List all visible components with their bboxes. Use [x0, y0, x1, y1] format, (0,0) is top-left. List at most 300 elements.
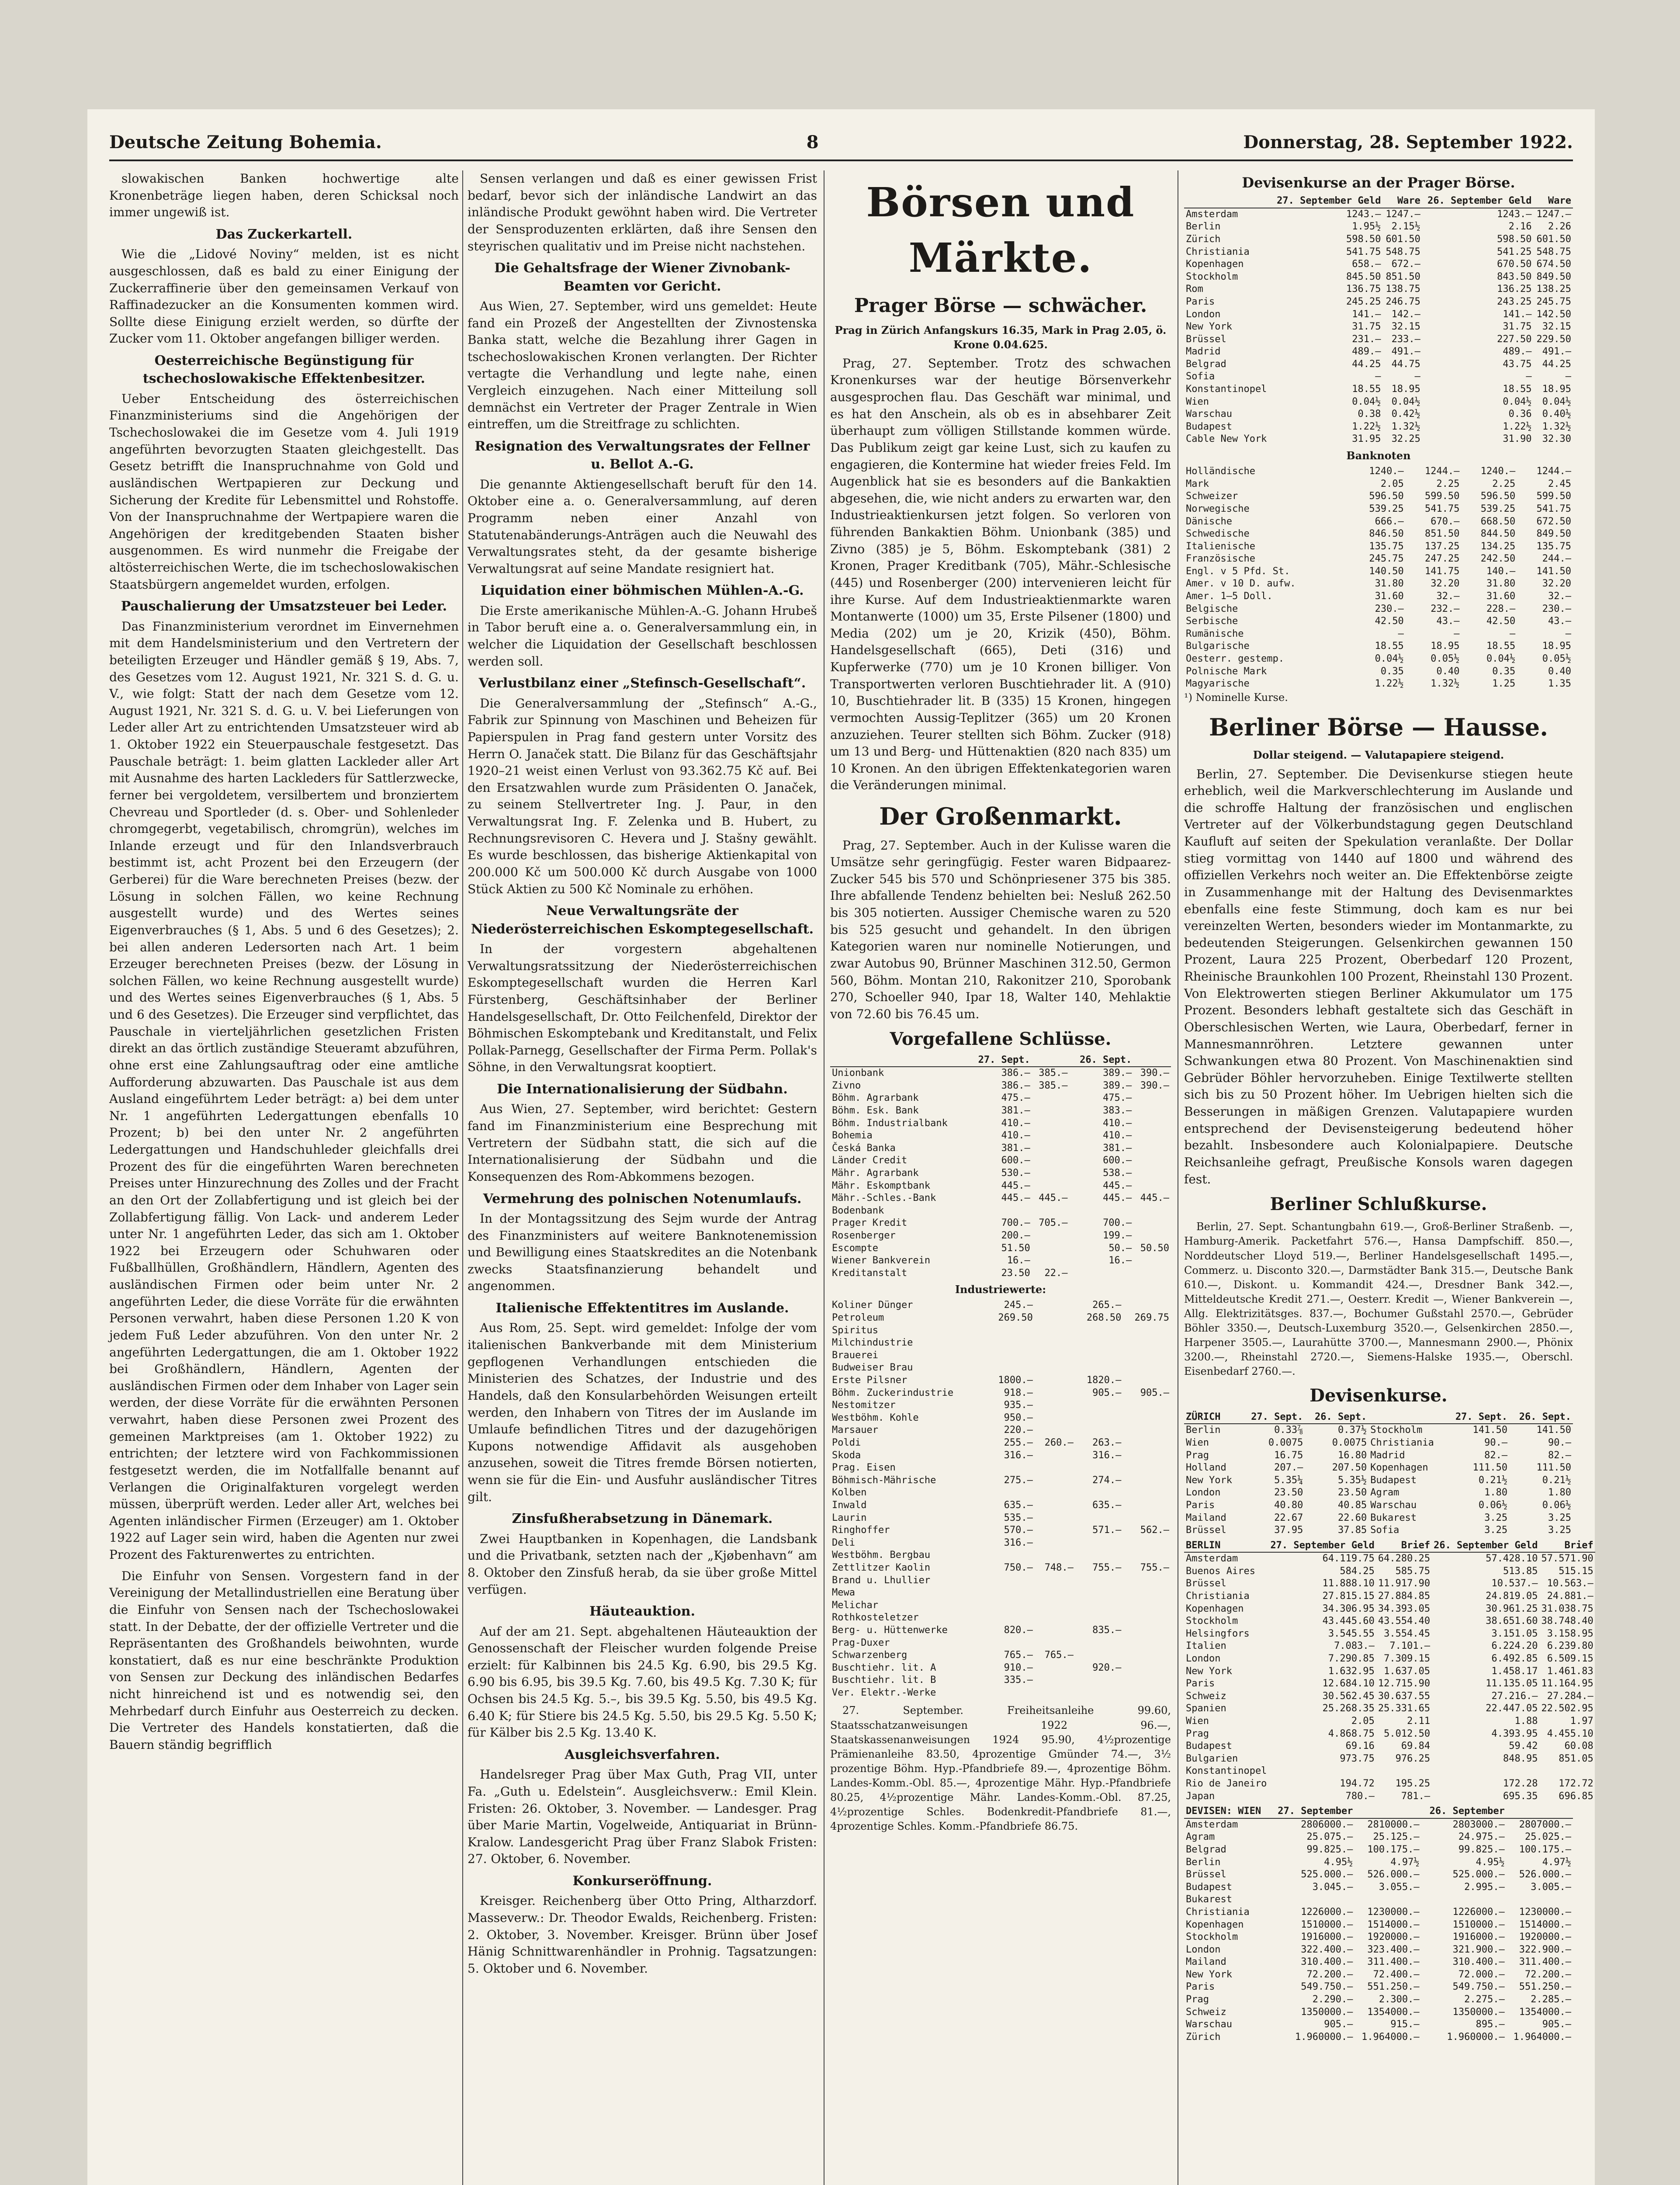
- table-row: [1184, 465, 1573, 478]
- table-cell: 25.331.65: [1378, 1703, 1431, 1714]
- table-cell: 2.290.—: [1312, 1994, 1353, 2005]
- table-row: [1184, 640, 1573, 653]
- table-cell: 64.119.75: [1322, 1553, 1375, 1564]
- table-row: [1184, 358, 1573, 371]
- table-cell: 269.75: [1134, 1312, 1169, 1324]
- row-label: Budweiser Brau: [832, 1362, 913, 1373]
- table-row: [1184, 2031, 1573, 2044]
- table-cell: 228.—: [1486, 603, 1516, 614]
- table-cell: 275.—: [1004, 1474, 1033, 1486]
- column-header: 27. September Geld: [1271, 195, 1383, 208]
- table-cell: 99.825.—: [1306, 1844, 1353, 1855]
- table-cell: [1123, 1462, 1171, 1474]
- table-cell: 57.571.90: [1541, 1553, 1593, 1564]
- table-cell: 18.55: [1352, 384, 1381, 395]
- table-cell: 781.—: [1401, 1790, 1431, 1802]
- column-header: 26. September: [1421, 1805, 1507, 1818]
- table-cell: 598.50: [1346, 233, 1381, 245]
- table-cell: 69.16: [1345, 1741, 1375, 1752]
- table-cell: 1.22½: [1352, 421, 1381, 432]
- table-row: [830, 1325, 1171, 1337]
- table-cell: 3.25: [1484, 1525, 1508, 1536]
- table-cell: [1032, 1142, 1070, 1155]
- row-label: Mark: [1186, 478, 1209, 489]
- table-cell: 1916000.—: [1301, 1932, 1353, 1943]
- column-header: [1133, 1054, 1171, 1067]
- table-cell: 2.15½: [1391, 221, 1420, 232]
- row-label: Mailand: [1186, 1956, 1226, 1968]
- table-cell: —: [1454, 628, 1460, 639]
- row-label: Serbische: [1186, 616, 1238, 627]
- table-cell: 18.95: [1391, 384, 1420, 395]
- table-cell: 141.50: [1536, 1425, 1571, 1436]
- table-cell: [1133, 1092, 1171, 1105]
- table-cell: 950.—: [1004, 1412, 1033, 1423]
- row-label: Prag: [1186, 1450, 1209, 1461]
- table-cell: 2806000.—: [1301, 1819, 1353, 1830]
- table-cell: 27.216.—: [1491, 1690, 1538, 1702]
- article-text: Die Erste amerikanische Mühlen-A.-G. Johann Hrubeš in Tabor beruft eine a. o. Generalversammlung ein, in welcher die Liquidation der Gesellschaft beschlossen werden soll.: [468, 603, 817, 669]
- table-cell: 43.554.40: [1378, 1616, 1431, 1627]
- row-label: Belgrad: [1186, 358, 1226, 370]
- table-row: [1184, 1628, 1595, 1640]
- table-cell: 82.—: [1548, 1450, 1571, 1461]
- table-cell: 780.—: [1345, 1790, 1375, 1802]
- table-cell: 274.—: [1092, 1474, 1122, 1486]
- table-row: [1184, 233, 1573, 246]
- table-row: [1184, 258, 1573, 271]
- table-cell: 136.75: [1346, 284, 1381, 295]
- newspaper-name: Deutsche Zeitung Bohemia.: [109, 132, 382, 153]
- table-cell: 526.000.—: [1519, 1869, 1571, 1880]
- table-cell: 1244.—: [1425, 466, 1460, 477]
- table-row: [1184, 1499, 1573, 1512]
- table-cell: 1.964000.—: [1513, 2031, 1571, 2043]
- article-heading: Berliner Schlußkurse.: [1270, 1194, 1487, 1215]
- table-cell: 526.000.—: [1367, 1869, 1420, 1880]
- section-title: Börsen und Märkte.: [866, 179, 1135, 281]
- article-text: Auf der am 21. Sept. abgehaltenen Häuteauktion der Genossenschaft der Fleischer wurden folgende Preise erzielt: für Kalbinnen bis 24.5 Kg. 6.90, bis 29.5 Kg. 6.90 bis 6.95, bis 39.5 Kg. 7.60, bis 49.5 Kg. 7.30 K; für Ochsen bis 24.5 Kg. 5.–, bis 39.5 Kg. 5.50, bis 49.5 Kg. 6.40 K; für Stiere bis 24.5 Kg. 5.50, bis 29.5 Kg. 5.50 K; für Kälber bis 2.5 Kg. 13.40 K.: [468, 1624, 817, 1740]
- table-cell: [1354, 1894, 1421, 1906]
- table-cell: 27.815.15: [1322, 1591, 1375, 1602]
- table-cell: 30.637.55: [1378, 1690, 1431, 1702]
- table-row: [1184, 1603, 1595, 1616]
- table-cell: 18.55: [1375, 641, 1404, 652]
- table-cell: [1032, 1092, 1070, 1105]
- table-cell: [1035, 1524, 1075, 1537]
- table-cell: 50.—: [1108, 1242, 1132, 1254]
- row-label: Brand u. Lhullier: [832, 1575, 931, 1586]
- table-cell: 32.15: [1391, 321, 1420, 333]
- table-cell: [1123, 1549, 1171, 1562]
- table-cell: 1.32½: [1391, 421, 1420, 432]
- table-cell: 3.158.95: [1547, 1628, 1593, 1639]
- table-cell: 3.055.—: [1379, 1881, 1420, 1893]
- table-row: [1184, 1615, 1595, 1628]
- berlin-table: [1184, 1540, 1595, 1803]
- article-text: Das Finanzministerium verordnet im Einvernehmen mit dem Handelsministerium und den Vertretern der beteiligten Erzeuger und Händler gemäß § 19, Abs. 7, des Gesetzes vom 12. August 1921, Nr. 321 S. d. G. u. V., wie folgt: Statt der nach dem Gesetze vom 12. August 1921, Nr. 321 S. d. G. u. V. bei Lieferungen von Leder aller Art zu entrichtenden Umsatzsteuer wird ab 1. Oktober 1922 ein Steuerpauschale festgesetzt. Das Pauschale beträgt: 1. beim glatten Lackleder aller Art mit Ausnahme des harten Lackleders für Sattlerzwecke, ferner bei vergoldetem, versilbertem und bronziertem Chevreau und Sportleder (d. s. Ober- und Sohlenleder chromgegerbt, vegetabilisch, chromgrün), welches im Inlande erzeugt und für den Inlandsverbrauch bestimmt ist, acht Prozent bei den Erzeugern (der Gerberei) für die Ware berechneten Preises (bezw. der Lösung in solchen Fällen, wo keine Rechnung ausgestellt wurde) und des Wertes seines Eigenverbrauches (§ 1, Abs. 5 und 6 des Gesetzes); 2. bei allen anderen Ledersorten nach Art. 1 beim Erzeuger berechneten Preises (bezw. der Lösung in solchen Fällen, wo keine Rechnung ausgestellt wurde) und des Wertes seines Eigenverbrauches (§ 1, Abs. 5 und 6 des Gesetzes). Die Erzeuger sind verpflichtet, das Pauschale in vierteljährlichen gesetzlichen Fristen direkt an das örtlich zuständige Steueramt abzuführen, ohne erst eine Zahlungsauftrag oder eine amtliche Aufforderung abzuwarten. Das Pauschale ist aus dem Ausland eingeführtem Leder beträgt: a) bei dem unter Nr. 1 angeführten Ledergattungen ebenfalls 10 Prozent; b) bei den unter Nr. 2 angeführten Ledergattungen und Handschuhleder gleichfalls drei Prozent des für die eingeführten Waren berechneten Preises unter Hinzurechnung des Zolles und der Fracht an den Ort der Zollabfertigung und ist gleich bei der Zollabfertigung fällig. Von Lack- und anderem Leder unter Nr. 1 angeführten Leder, das sich am 1. Oktober 1922 bei Erzeugern oder Schuhwaren oder Fußballhüllen, Großhändlern, Händlern, Agenten des ausländischen Firmen oder beim unter Nr. 2 angeführten Leder, die diese Vorräte für die erwähnten Personen verwahrt, haben diese Personen 1.20 K von jedem Fuß Leder abzuführen. Von den unter Nr. 2 angeführten Ledergattungen, die am 1. Oktober 1922 bei Großhändlern, Händlern, Agenten der ausländischen Firmen oder dem Inhaber von Lager sein werden, der diese Vorräte für die erwähnten Personen verwahrt, haben diese Personen zwei Prozent des gemeinen Marktpreises (am 1. Oktober 1922) zu entrichten; der letztere wird von Fachkommissionen festgesetzt werden, die im Notfallfalle benannt auf Verlangen die Originalfakturen vorgelegt werden müssen, überprüft werden. Leder aller Art, welches bei Agenten inländischer Firmen (Erzeuger) am 1. Oktober 1922 auf Lager sein wird, haben die Agenten nur zwei Prozent des Fakturenwertes zu entrichten.: [109, 619, 459, 1562]
- table-cell: 0.04½: [1375, 653, 1404, 665]
- table-cell: 195.25: [1395, 1778, 1431, 1789]
- row-label: Böhm. Esk. Bank: [832, 1105, 919, 1117]
- table-cell: 1.964000.—: [1361, 2031, 1420, 2043]
- table-cell: [1035, 1674, 1075, 1687]
- table-cell: 2.11: [1407, 1716, 1431, 1727]
- table-cell: 1920000.—: [1519, 1932, 1571, 1943]
- table-row: [1184, 1450, 1573, 1462]
- table-cell: 600.—: [1103, 1155, 1132, 1166]
- column-header: 26. Sept.: [1305, 1411, 1368, 1424]
- table-cell: 0.04½: [1503, 396, 1532, 407]
- table-cell: 0.42½: [1391, 409, 1420, 420]
- article-text: Zwei Hauptbanken in Kopenhagen, die Landsbank und die Privatbank, setzten nach der „Kjøbenhavn“ am 8. Oktober den Zinsfuß herab, da sie über große Mittel verfügen.: [468, 1531, 817, 1597]
- table-cell: Christiania: [1370, 1437, 1434, 1448]
- table-cell: 851.50: [1386, 271, 1420, 282]
- table-cell: 100.175.—: [1367, 1844, 1420, 1855]
- row-label: Westböhm. Bergbau: [832, 1550, 931, 1561]
- vienna-table: [1184, 1805, 1573, 2043]
- column-header: 27. Sept.: [968, 1054, 1032, 1067]
- table-cell: 381.—: [1001, 1142, 1030, 1154]
- table-cell: 220.—: [1004, 1425, 1033, 1436]
- row-label: Agram: [1186, 1831, 1215, 1843]
- table-cell: 40.80: [1274, 1499, 1303, 1511]
- table-row: [830, 1399, 1171, 1412]
- table-cell: [1075, 1424, 1123, 1437]
- table-row: [830, 1424, 1171, 1437]
- table-cell: 32.20: [1542, 578, 1571, 590]
- table-cell: 918.—: [1004, 1387, 1033, 1398]
- table-cell: 0.36: [1508, 409, 1532, 420]
- table-cell: 1800.—: [998, 1375, 1033, 1386]
- table-cell: 34.393.05: [1378, 1603, 1431, 1614]
- article-text: Sensen verlangen und daß es einer gewissen Frist bedarf, bevor sich der inländische Landwirt an das inländische Produkt gewöhnt haben wird. Die Vertreter der Sensproduzenten erklärten, daß ihre Sensen den steyrischen qualitativ und im Preise nicht nachstehen.: [468, 171, 817, 253]
- table-row: [830, 1524, 1171, 1537]
- table-cell: 7.290.85: [1328, 1653, 1375, 1665]
- table-cell: 1.35: [1548, 678, 1571, 690]
- table-cell: [1035, 1349, 1075, 1362]
- column-header: 27. September Geld: [1268, 1540, 1376, 1553]
- table-row: [1184, 1653, 1595, 1665]
- table-row: [1184, 1818, 1573, 1831]
- table-cell: [1133, 1130, 1171, 1142]
- table-cell: 40.85: [1337, 1499, 1367, 1511]
- table-cell: 549.750.—: [1301, 1981, 1353, 1993]
- table-cell: 668.50: [1480, 516, 1516, 527]
- row-label: Rosenberger: [832, 1230, 896, 1241]
- table-cell: 844.50: [1480, 528, 1516, 540]
- table-cell: Stockholm: [1370, 1425, 1423, 1436]
- column-4: [1184, 170, 1593, 2185]
- row-label: Laurin: [832, 1512, 867, 1523]
- table-cell: 6.224.20: [1491, 1640, 1538, 1652]
- column-header: [1354, 1805, 1421, 1818]
- table-cell: 695.35: [1503, 1790, 1538, 1802]
- table-row: [1184, 383, 1573, 396]
- table-cell: —: [1398, 628, 1404, 639]
- row-label: Spanien: [1186, 1703, 1226, 1714]
- table-cell: 445.—: [1103, 1193, 1132, 1204]
- table-cell: [1075, 1637, 1123, 1650]
- table-cell: 1240.—: [1369, 466, 1404, 477]
- table-cell: [1507, 1894, 1573, 1906]
- table-title: Devisenkurse an der Prager Börse.: [1242, 174, 1515, 191]
- row-label: Paris: [1186, 296, 1215, 307]
- column-header: 26. September Geld: [1432, 1540, 1539, 1553]
- row-label: Brüssel: [1186, 1525, 1226, 1536]
- table-row: [830, 1512, 1171, 1525]
- table-row: [1184, 296, 1573, 309]
- table-cell: 905.—: [1324, 2019, 1353, 2030]
- row-label: Amer. 1–5 Doll.: [1186, 591, 1273, 602]
- row-label: Bohemia: [832, 1130, 873, 1141]
- table-cell: 601.50: [1386, 233, 1420, 245]
- table-row: [830, 1687, 1171, 1699]
- row-label: Zürich: [1186, 2031, 1221, 2043]
- table-cell: 674.50: [1536, 259, 1571, 270]
- row-label: Belgrad: [1186, 1844, 1226, 1855]
- table-cell: [987, 1575, 1035, 1587]
- table-row: [830, 1450, 1171, 1462]
- table-cell: 32.—: [1548, 591, 1571, 602]
- table-cell: 475.—: [1103, 1092, 1132, 1104]
- table-cell: 539.25: [1480, 503, 1516, 514]
- table-cell: 310.400.—: [1452, 1956, 1505, 1968]
- table-cell: 137.25: [1425, 541, 1460, 552]
- table-cell: [1035, 1687, 1075, 1699]
- table-cell: [1133, 1255, 1171, 1267]
- table-cell: 243.25: [1497, 296, 1532, 307]
- table-cell: 535.—: [1004, 1512, 1033, 1523]
- table-cell: 658.—: [1352, 259, 1381, 270]
- table-cell: [1035, 1499, 1075, 1512]
- table-cell: 1247.—: [1536, 208, 1571, 220]
- article-heading: Die Internationalisierung der Südbahn.: [497, 1082, 788, 1097]
- table-cell: [1075, 1337, 1123, 1349]
- table-row: [830, 1437, 1171, 1450]
- table-cell: 32.—: [1436, 591, 1460, 602]
- row-label: London: [1186, 309, 1221, 320]
- table-cell: 2803000.—: [1452, 1819, 1505, 1830]
- table-cell: 5.35¼: [1274, 1474, 1303, 1486]
- table-cell: 42.50: [1486, 616, 1516, 627]
- table-cell: 1230000.—: [1367, 1906, 1420, 1918]
- table-cell: [1032, 1242, 1070, 1255]
- article-text: slowakischen Banken hochwertige alte Kronenbeträge liegen haben, deren Schicksal noch immer ungewiß ist.: [109, 171, 459, 220]
- table-cell: 25.075.—: [1306, 1831, 1353, 1843]
- table-row: [830, 1412, 1171, 1425]
- row-label: Nestomitzer: [832, 1400, 896, 1411]
- table-row: [1184, 433, 1573, 446]
- table-cell: 3.005.—: [1531, 1881, 1571, 1893]
- table-cell: [1075, 1512, 1123, 1525]
- table-cell: [1123, 1299, 1171, 1312]
- table-cell: 255.—: [1004, 1437, 1033, 1448]
- table-cell: 848.95: [1503, 1753, 1538, 1764]
- table-cell: Warschau: [1370, 1499, 1417, 1511]
- row-label: Prag-Duxer: [832, 1637, 890, 1648]
- table-cell: [1032, 1117, 1070, 1130]
- table-cell: 1.95½: [1352, 221, 1381, 232]
- table-cell: 43.—: [1548, 616, 1571, 627]
- article-text: Handelsreger Prag über Max Guth, Prag VII, unter Fa. „Guth u. Edelstein“. Ausgleichsverw.: Emil Klein. Fristen: 26. Oktober, 3. November. — Landesger. Prag über Marie Martin, Vogelweide, Antiquariat in Brünn-Kralow. Landesgericht Prag über Franz Slabok Fristen: 27. Oktober, 6. November.: [468, 1767, 817, 1866]
- table-row: [830, 1637, 1171, 1650]
- table-cell: [1075, 1549, 1123, 1562]
- table-cell: [1123, 1450, 1171, 1462]
- table-cell: [1123, 1674, 1171, 1687]
- table-cell: 1.88: [1514, 1716, 1538, 1727]
- table-cell: 600.—: [1001, 1155, 1030, 1166]
- table-cell: 905.—: [1092, 1387, 1122, 1398]
- table-row: [830, 1612, 1171, 1624]
- table-cell: [1032, 1205, 1070, 1217]
- table-cell: [1032, 1180, 1070, 1193]
- table-cell: 199.—: [1103, 1230, 1132, 1241]
- table-row: [1184, 1665, 1595, 1678]
- table-row: [830, 1117, 1171, 1130]
- table-cell: [1035, 1462, 1075, 1474]
- table-cell: 445.—: [1140, 1193, 1169, 1204]
- table-row: [1184, 1969, 1573, 1981]
- table-cell: 1514000.—: [1519, 1919, 1571, 1930]
- table-cell: [1123, 1487, 1171, 1499]
- column-header: 26. Sept.: [1509, 1411, 1573, 1424]
- table-cell: 141.50: [1472, 1425, 1508, 1436]
- column-header: DEVISEN: WIEN: [1184, 1805, 1269, 1818]
- row-label: Italienische: [1186, 541, 1255, 552]
- table-cell: 141.—: [1352, 309, 1381, 320]
- table-cell: 491.—: [1542, 346, 1571, 357]
- table-cell: 64.280.25: [1378, 1553, 1431, 1564]
- table-row: [1184, 1690, 1595, 1703]
- table-row: [1184, 283, 1573, 296]
- row-label: New York: [1186, 1474, 1232, 1486]
- table-row: [830, 1549, 1171, 1562]
- column-header: [1032, 1054, 1070, 1067]
- row-label: Berlin: [1186, 1856, 1221, 1868]
- table-cell: [1032, 1155, 1070, 1167]
- table-cell: 134.25: [1480, 541, 1516, 552]
- table-cell: 90.—: [1484, 1437, 1508, 1448]
- table-row: [830, 1562, 1171, 1575]
- row-label: London: [1186, 1944, 1221, 1955]
- table-cell: 242.50: [1480, 553, 1516, 565]
- table-cell: 895.—: [1476, 2019, 1505, 2030]
- table-cell: [987, 1587, 1035, 1599]
- table-cell: 25.025.—: [1525, 1831, 1571, 1843]
- table-cell: —: [1565, 371, 1571, 382]
- table-subtitle: Banknoten: [1346, 449, 1411, 462]
- table-row: [830, 1205, 1171, 1217]
- column-header: ZÜRICH: [1184, 1411, 1241, 1424]
- row-label: Brüssel: [1186, 333, 1226, 345]
- table-cell: Budapest: [1370, 1474, 1417, 1486]
- column-header: 27. September: [1269, 1805, 1354, 1818]
- article-heading: Italienische Effektentitres im Auslande.: [495, 1301, 789, 1316]
- table-cell: 383.—: [1103, 1105, 1132, 1117]
- table-cell: [1035, 1374, 1075, 1387]
- article-text: Die Einfuhr von Sensen. Vorgestern fand in der Vereinigung der Metallindustriellen eine Beratung über die Einfuhr von Sensen nach der Tschechoslowakei statt. In der Debatte, der der offizielle Vertreter und die Repräsentanten des Großhandels beiwohnten, wurde konstatiert, daß es nur eine beschränkte Produktion von Sensen zur Deckung des inländischen Bedarfes nicht hinreichend ist und es notwendig sei, den Mehrbedarf durch Einfuhr aus Oesterreich zu decken. Die Vertreter des Handels konstatierten, daß die Bauern ständig begrifflich: [109, 1568, 459, 1752]
- table-cell: 44.25: [1352, 358, 1381, 370]
- table-cell: 0.21½: [1542, 1474, 1571, 1486]
- table-cell: 2.45: [1548, 478, 1571, 489]
- table-cell: 1226000.—: [1452, 1906, 1505, 1918]
- table-row: [830, 1080, 1171, 1092]
- column-header: 26. September Geld: [1422, 195, 1534, 208]
- table-row: [1184, 1703, 1595, 1715]
- table-cell: 18.55: [1486, 641, 1516, 652]
- row-label: Helsingfors: [1186, 1628, 1250, 1639]
- row-label: Prag. Eisen: [832, 1462, 896, 1474]
- row-label: Milchindustrie: [832, 1337, 913, 1349]
- table-cell: 140.50: [1369, 565, 1404, 577]
- table-cell: 260.—: [1044, 1437, 1074, 1448]
- article-subheading: Dollar steigend. — Valutapapiere steigend.: [1253, 749, 1504, 762]
- table-cell: Sofia: [1370, 1525, 1399, 1536]
- table-cell: 389.—: [1103, 1068, 1132, 1079]
- table-cell: [1133, 1230, 1171, 1242]
- table-row: [830, 1130, 1171, 1142]
- table-cell: 2.25: [1436, 478, 1460, 489]
- table-cell: 1510000.—: [1452, 1919, 1505, 1930]
- table-row: [1184, 1844, 1573, 1856]
- table-row: [1184, 1931, 1573, 1944]
- row-label: Paris: [1186, 1678, 1215, 1689]
- table-cell: 1.461.83: [1547, 1665, 1593, 1677]
- row-label: Warschau: [1186, 409, 1232, 420]
- table-cell: 245.75: [1369, 553, 1404, 565]
- table-cell: 1243.—: [1497, 208, 1532, 220]
- row-label: Magyarische: [1186, 678, 1250, 690]
- table-cell: 2.25: [1492, 478, 1516, 489]
- table-row: [830, 1362, 1171, 1374]
- table-cell: [1133, 1205, 1171, 1217]
- table-row: [1184, 408, 1573, 421]
- table-cell: 4.455.10: [1547, 1728, 1593, 1739]
- table-cell: 935.—: [1004, 1400, 1033, 1411]
- table-cell: 11.164.95: [1541, 1678, 1593, 1689]
- table-row: [1184, 1790, 1595, 1803]
- row-label: Zivno: [832, 1080, 861, 1091]
- table-cell: 16.—: [1007, 1255, 1030, 1266]
- table-cell: [1075, 1587, 1123, 1599]
- table-cell: 2807000.—: [1519, 1819, 1571, 1830]
- table-cell: [1075, 1412, 1123, 1425]
- table-row: [1184, 2006, 1573, 2019]
- table-cell: 322.400.—: [1301, 1944, 1353, 1955]
- table-cell: [987, 1337, 1035, 1349]
- table-cell: 43.445.60: [1322, 1616, 1375, 1627]
- table-cell: 1514000.—: [1367, 1919, 1420, 1930]
- table-cell: 100.175.—: [1519, 1844, 1571, 1855]
- table-cell: 1916000.—: [1452, 1932, 1505, 1943]
- table-cell: 389.—: [1103, 1080, 1132, 1091]
- table-cell: 666.—: [1375, 516, 1404, 527]
- table-cell: 6.239.80: [1547, 1640, 1593, 1652]
- table-cell: 16.80: [1337, 1450, 1367, 1461]
- table-cell: [987, 1687, 1035, 1699]
- table-title: Vorgefallene Schlüsse.: [890, 1029, 1112, 1050]
- table-cell: [1035, 1624, 1075, 1637]
- table-cell: [1123, 1349, 1171, 1362]
- column-header: 26. Sept.: [1069, 1054, 1133, 1067]
- row-label: Westböhm. Kohle: [832, 1412, 919, 1423]
- table-cell: [987, 1462, 1035, 1474]
- table-cell: 0.40: [1436, 666, 1460, 677]
- table-cell: [1123, 1362, 1171, 1374]
- table-cell: 3.25: [1484, 1512, 1508, 1523]
- table-cell: 207.—: [1274, 1462, 1303, 1474]
